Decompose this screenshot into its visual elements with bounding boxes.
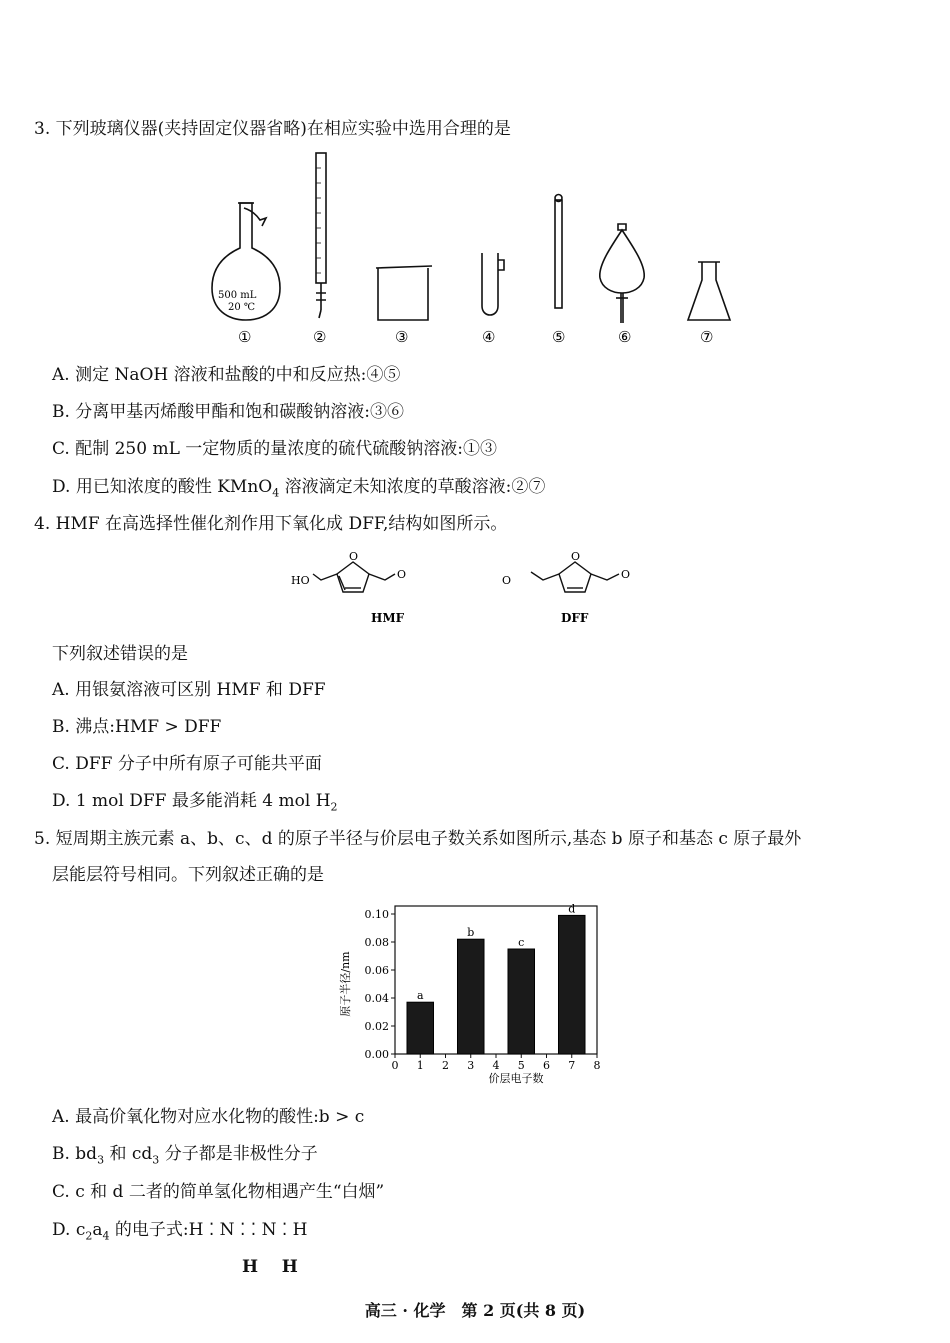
dff-structure-icon xyxy=(531,562,619,592)
thermometer-icon xyxy=(555,195,562,309)
q3-apparatus-figure xyxy=(200,148,760,348)
q5-option-a: A. 最高价氧化物对应水化物的酸性:b > c xyxy=(52,1107,365,1127)
q4-option-d: D. 1 mol DFF 最多能消耗 4 mol $H_2$ xyxy=(52,791,338,814)
q5-stem-line1: 5. 短周期主族元素 a、b、c、d 的原子半径与价层电子数关系如图所示,基态 b 原子和基态 c 原子最外 xyxy=(34,829,802,849)
test-tube-icon xyxy=(482,253,504,315)
electron-formula: H ⁚ N ⁚ ⁚ N ⁚ H xyxy=(188,1220,308,1240)
q3-option-d: D. 用已知浓度的酸性 KMnO$_4$ 溶液滴定未知浓度的草酸溶液:②⑦ xyxy=(52,477,546,500)
x-tick-label: 5 xyxy=(517,1059,525,1072)
y-tick-label: 0.08 xyxy=(364,936,389,949)
x-tick-label: 4 xyxy=(492,1059,500,1072)
bar-label-a: a xyxy=(416,989,424,1003)
q4-prompt: 下列叙述错误的是 xyxy=(52,644,188,664)
x-tick-label: 7 xyxy=(568,1059,576,1072)
y-tick-label: 0.06 xyxy=(364,964,389,977)
q4-option-a: A. 用银氨溶液可区别 HMF 和 DFF xyxy=(52,680,326,700)
x-tick-label: 6 xyxy=(543,1059,550,1072)
apparatus-number-5: ⑤ xyxy=(552,328,566,346)
x-tick-label: 8 xyxy=(593,1059,601,1072)
q5-option-c: C. c 和 d 二者的简单氢化物相遇产生“白烟” xyxy=(52,1182,385,1202)
flask-volume-label: 500 mL xyxy=(218,290,257,301)
y-tick-label: 0.10 xyxy=(364,908,389,921)
hmf-ho-label: HO xyxy=(291,574,310,587)
x-tick-label: 3 xyxy=(467,1059,475,1072)
dff-left-o: O xyxy=(502,574,512,587)
y-axis-label: 原子半径/nm xyxy=(339,951,352,1017)
flask-temp-label: 20 ℃ xyxy=(228,302,256,313)
hmf-structure-icon xyxy=(313,562,395,592)
burette-icon xyxy=(316,153,326,318)
separatory-funnel-icon xyxy=(600,224,644,323)
q5-option-b: B. $bd_3$ 和 $cd_3$ 分子都是非极性分子 xyxy=(52,1144,318,1167)
apparatus-number-1: ① xyxy=(238,328,252,346)
q4-structures-figure xyxy=(285,548,665,632)
page-footer: 高三 · 化学 第 2 页(共 8 页) xyxy=(364,1301,586,1320)
hmf-aldehyde-o: O xyxy=(397,568,407,581)
electron-formula-h-below: H H xyxy=(242,1257,298,1277)
q4-option-c: C. DFF 分子中所有原子可能共平面 xyxy=(52,754,322,774)
y-tick-label: 0.04 xyxy=(364,992,389,1005)
bar-a xyxy=(407,1002,434,1054)
q3-option-a: A. 测定 NaOH 溶液和盐酸的中和反应热:④⑤ xyxy=(52,365,401,385)
bar-label-c: c xyxy=(518,936,525,949)
dff-right-o: O xyxy=(621,568,631,581)
apparatus-number-6: ⑥ xyxy=(618,328,632,346)
hmf-ring-o: O xyxy=(349,550,359,563)
bar-b xyxy=(457,939,484,1054)
bar-label-d: d xyxy=(568,902,576,916)
bar-c xyxy=(508,949,535,1054)
q5-bar-chart xyxy=(335,898,615,1098)
apparatus-number-7: ⑦ xyxy=(700,328,714,346)
q3-option-b: B. 分离甲基丙烯酸甲酯和饱和碳酸钠溶液:③⑥ xyxy=(52,402,405,422)
apparatus-number-4: ④ xyxy=(482,328,496,346)
dff-ring-o: O xyxy=(571,550,581,563)
apparatus-number-3: ③ xyxy=(395,328,409,346)
x-tick-label: 2 xyxy=(442,1059,449,1072)
hmf-label: HMF xyxy=(371,611,405,625)
apparatus-number-2: ② xyxy=(313,328,327,346)
q5-option-d: D. $c_2a_4$ 的电子式:H ⁚ N ⁚ ⁚ N ⁚ H xyxy=(52,1220,308,1243)
x-axis-label: 价层电子数 xyxy=(488,1072,544,1085)
q4-option-b: B. 沸点:HMF > DFF xyxy=(52,717,222,737)
q4-stem: 4. HMF 在高选择性催化剂作用下氧化成 DFF,结构如图所示。 xyxy=(34,514,508,534)
x-tick-label: 0 xyxy=(391,1059,399,1072)
y-tick-label: 0.02 xyxy=(364,1020,389,1033)
q3-option-c: C. 配制 250 mL 一定物质的量浓度的硫代硫酸钠溶液:①③ xyxy=(52,439,498,459)
bar-d xyxy=(558,915,585,1054)
y-tick-label: 0.00 xyxy=(364,1048,389,1061)
q5-stem-line2: 层能层符号相同。下列叙述正确的是 xyxy=(52,865,324,885)
conical-flask-icon xyxy=(688,262,730,320)
x-tick-label: 1 xyxy=(416,1059,424,1072)
bar-label-b: b xyxy=(467,926,475,940)
beaker-icon xyxy=(376,266,432,320)
q3-stem: 3. 下列玻璃仪器(夹持固定仪器省略)在相应实验中选用合理的是 xyxy=(34,119,511,139)
dff-label: DFF xyxy=(561,611,589,625)
